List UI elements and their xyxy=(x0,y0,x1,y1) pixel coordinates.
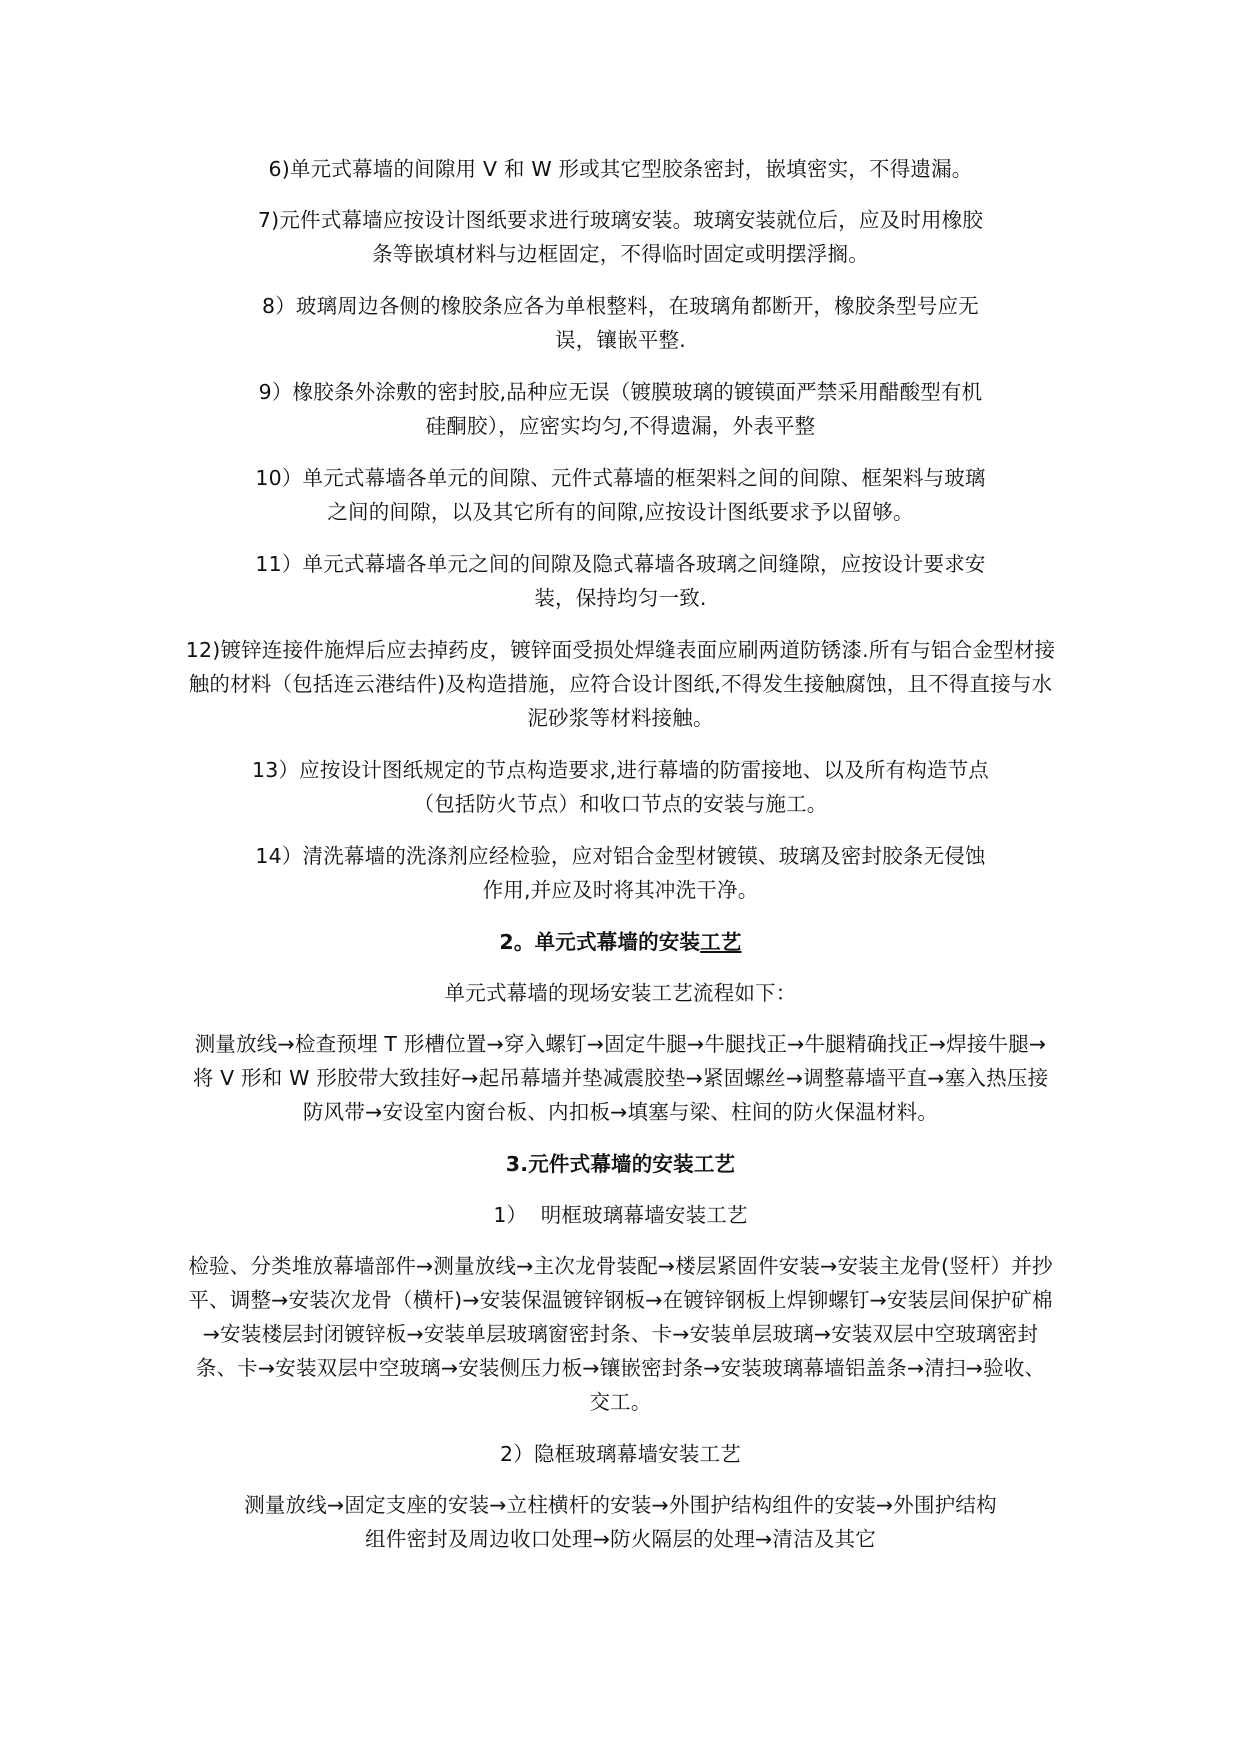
section-3-sub1-title: 1） 明框玻璃幕墙安装工艺 xyxy=(493,1203,748,1227)
section-2-intro: 单元式幕墙的现场安装工艺流程如下： xyxy=(444,981,797,1005)
section-2-heading-underlined: 工艺 xyxy=(700,930,742,954)
paragraph-item-7: 7)元件式幕墙应按设计图纸要求进行玻璃安装。玻璃安装就位后，应及时用橡胶条等嵌填材料与边框固定，不得临时固定或明摆浮搁。 xyxy=(257,208,984,266)
section-2-heading-text: 2。单元式幕墙的安装 xyxy=(499,930,701,954)
section-3-sub2-title: 2）隐框玻璃幕墙安装工艺 xyxy=(500,1442,741,1466)
paragraph-item-9: 9）橡胶条外涂敷的密封胶,品种应无误（镀膜玻璃的镀镆面严禁采用醋酸型有机硅酮胶），应密实均匀,不得遗漏，外表平整 xyxy=(258,380,983,438)
paragraph-item-12: 12)镀锌连接件施焊后应去掉药皮，镀锌面受损处焊缝表面应刷两道防锈漆.所有与铝合金型材接触的材料（包括连云港结件)及构造措施，应符合设计图纸,不得发生接触腐蚀，且不得直接与水泥砂浆等材料接触。 xyxy=(185,638,1056,730)
paragraph-item-6: 6)单元式幕墙的间隙用 V 和 W 形或其它型胶条密封，嵌填密实，不得遗漏。 xyxy=(268,157,973,181)
paragraph-item-13: 13）应按设计图纸规定的节点构造要求,进行幕墙的防雷接地、以及所有构造节点（包括防火节点）和收口节点的安装与施工。 xyxy=(252,758,989,816)
paragraph-item-14: 14）清洗幕墙的洗涤剂应经检验，应对铝合金型材镀镆、玻璃及密封胶条无侵蚀作用,并应及时将其冲洗干净。 xyxy=(255,844,986,902)
section-3-sub1-flow: 检验、分类堆放幕墙部件→测量放线→主次龙骨装配→楼层紧固件安装→安装主龙骨(竖杆）并抄平、调整→安装次龙骨（横杆)→安装保温镀锌钢板→在镀锌钢板上焊铆螺钉→安装层间保护矿棉→安装楼层封闭镀锌板→安装单层玻璃窗密封条、卡→安装单层玻璃→安装双层中空玻璃密封条、卡→安装双层中空玻璃→安装侧压力板→镶嵌密封条→安装玻璃幕墙铝盖条→清扫→验收、交工。 xyxy=(188,1254,1053,1414)
paragraph-item-8: 8）玻璃周边各侧的橡胶条应各为单根整料，在玻璃角都断开，橡胶条型号应无误，镶嵌平整. xyxy=(261,294,980,352)
paragraph-item-10: 10）单元式幕墙各单元的间隙、元件式幕墙的框架料之间的间隙、框架料与玻璃之间的间隙，以及其它所有的间隙,应按设计图纸要求予以留够。 xyxy=(255,466,986,524)
section-2-heading xyxy=(179,925,1063,959)
section-3-sub2-flow: 测量放线→固定支座的安装→立柱横杆的安装→外围护结构组件的安装→外围护结构组件密封及周边收口处理→防火隔层的处理→清洁及其它 xyxy=(244,1493,997,1551)
paragraph-item-11: 11）单元式幕墙各单元之间的间隙及隐式幕墙各玻璃之间缝隙，应按设计要求安装，保持均匀一致. xyxy=(255,552,986,610)
section-3-heading: 3.元件式幕墙的安装工艺 xyxy=(505,1152,736,1176)
section-2-flow: 测量放线→检查预埋 T 形槽位置→穿入螺钉→固定牛腿→牛腿找正→牛腿精确找正→焊接牛腿→将 V 形和 W 形胶带大致挂好→起吊幕墙并垫减震胶垫→紧固螺丝→调整幕墙平直→塞入热压接防风带→安设室内窗台板、内扣板→填塞与梁、柱间的防火保温材料。 xyxy=(192,1032,1049,1124)
